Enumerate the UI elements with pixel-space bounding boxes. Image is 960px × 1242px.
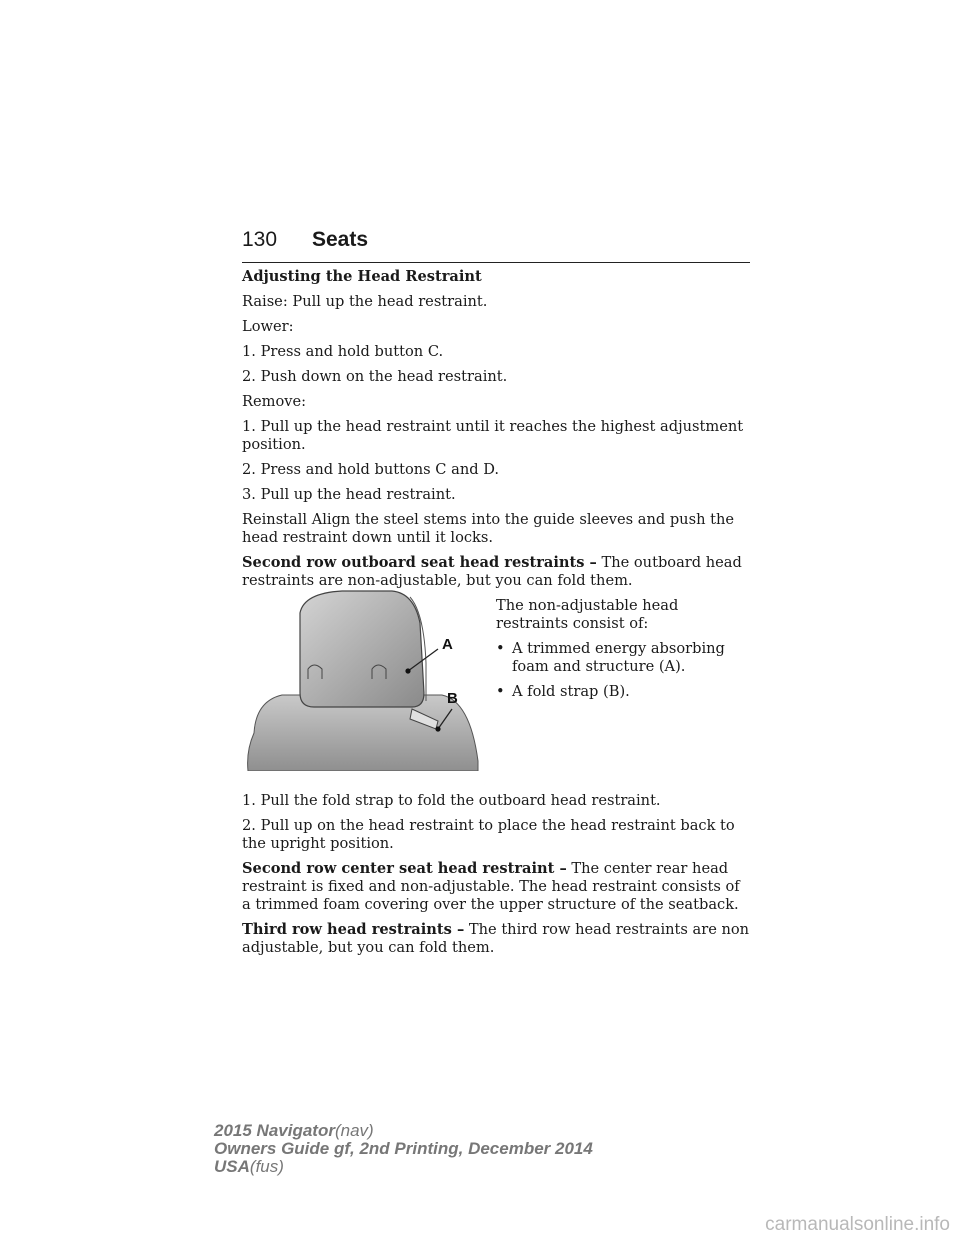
lower-step: 2. Push down on the head restraint. <box>242 368 508 385</box>
second-row-center-paragraph <box>242 860 752 914</box>
callout-a-label: A <box>442 636 453 653</box>
second-row-outboard-lead: Second row outboard seat head restraints – <box>242 554 597 571</box>
fold-step: 2. Pull up on the head restraint to place the head restraint back to the upright position. <box>242 817 735 852</box>
third-row-text: The third row head restraints are non adjustable, but you can fold them. <box>242 921 750 956</box>
bullet-text: A trimmed energy absorbing foam and structure (A). <box>512 640 725 675</box>
callout-b-label: B <box>447 690 458 707</box>
remove-step: 1. Pull up the head restraint until it reaches the highest adjustment position. <box>242 418 744 453</box>
figure-block <box>242 597 752 785</box>
footer-market: USA <box>214 1157 250 1176</box>
fold-step: 1. Pull the fold strap to fold the outboard head restraint. <box>242 792 661 809</box>
footer-model-code: (nav) <box>334 1121 374 1140</box>
bullet-symbol: • <box>496 640 505 657</box>
lower-label: Lower: <box>242 318 294 335</box>
bullet-symbol: • <box>496 683 505 700</box>
footer-model-line <box>214 1122 593 1140</box>
figure-intro: The non-adjustable head restraints consist of: <box>496 597 679 632</box>
remove-step: 2. Press and hold buttons C and D. <box>242 461 500 478</box>
footer-guide: Owners Guide gf, 2nd Printing, December 2014 <box>214 1139 593 1158</box>
bullet-item <box>496 683 752 701</box>
footer-market-line <box>214 1158 593 1176</box>
page-number: 130 <box>242 228 278 251</box>
remove-label: Remove: <box>242 393 307 410</box>
third-row-paragraph <box>242 921 752 957</box>
reinstall-text: Reinstall Align the steel stems into the guide sleeves and push the head restraint down until it locks. <box>242 511 735 546</box>
figure-description <box>496 597 752 708</box>
second-row-center-lead: Second row center seat head restraint – <box>242 860 567 877</box>
footer-model: 2015 Navigator <box>214 1121 335 1140</box>
second-row-center-text: The center rear head restraint is fixed and non-adjustable. The head restraint consists of a trimmed foam covering over the upper structure of the seatback. <box>242 860 740 913</box>
bullet-item <box>496 640 752 676</box>
second-row-outboard-text: The outboard head restraints are non-adjustable, but you can fold them. <box>242 554 742 589</box>
raise-text: Raise: Pull up the head restraint. <box>242 293 488 310</box>
remove-step: 3. Pull up the head restraint. <box>242 486 456 503</box>
page-header <box>242 228 750 263</box>
head-restraint-illustration <box>242 583 484 771</box>
page-content <box>242 268 752 964</box>
third-row-lead: Third row head restraints – <box>242 921 465 938</box>
section-title: Seats <box>312 228 369 251</box>
lower-step: 1. Press and hold button C. <box>242 343 444 360</box>
watermark-text: carmanualsonline.info <box>765 1214 950 1235</box>
heading-adjusting: Adjusting the Head Restraint <box>242 268 482 285</box>
bullet-text: A fold strap (B). <box>512 683 630 700</box>
page-footer <box>214 1122 593 1176</box>
footer-market-code: (fus) <box>249 1157 284 1176</box>
